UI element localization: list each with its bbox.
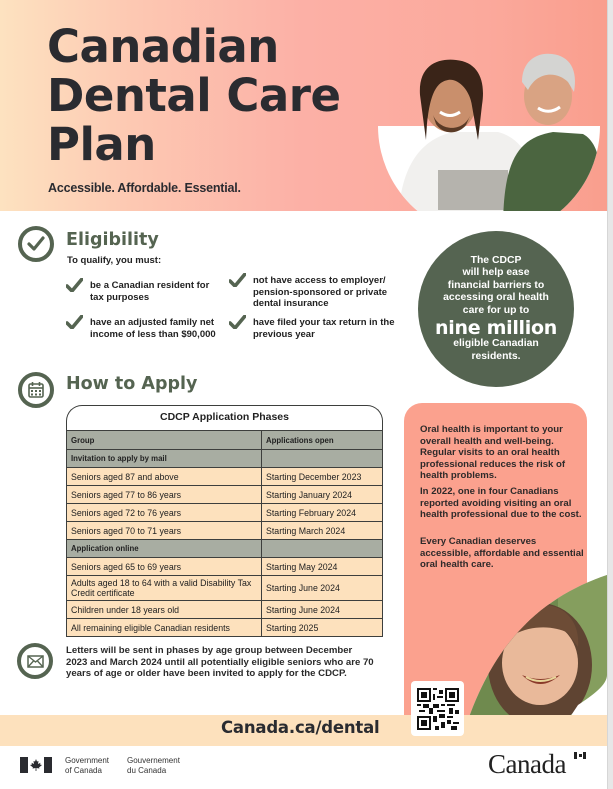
gov-en-line: Government [65,756,110,765]
criterion-item [66,317,216,340]
checkmark-circle-icon [18,226,54,262]
callout-line: will help ease [462,267,530,279]
nine-million-callout [418,231,574,387]
callout-line: residents. [471,350,521,362]
group-cell: Seniors aged 77 to 86 years [67,486,262,504]
tagline: Accessible. Affordable. Essential. [48,181,241,195]
eligibility-intro: To qualify, you must: [67,255,162,266]
table-title: CDCP Application Phases [66,405,383,430]
gov-fr-line: Gouvernement [127,756,180,765]
table-row [67,558,383,576]
callout-line: financial barriers to [447,279,545,291]
column-header-open: Applications open [262,431,383,450]
checkmark-icon [66,315,83,329]
title-line-1: Canadian [47,20,279,73]
criterion-text: have an adjusted family net income of less than $90,000 [90,317,216,340]
criterion-item [229,317,404,340]
criterion-text: not have access to employer/ pension-sponsored or private dental insurance [253,275,388,309]
gov-canada-en [65,756,109,775]
gov-en-line: of Canada [65,765,102,775]
date-cell: Starting January 2024 [262,486,383,504]
wordmark-flag-icon [574,752,586,759]
table-row [67,522,383,540]
callout-line: accessing oral health [443,292,549,304]
group-cell: Adults aged 18 to 64 with a valid Disability Tax Credit certificate [67,576,262,601]
table-row [67,504,383,522]
callout-line: The CDCP [470,254,522,266]
eligibility-heading: Eligibility [66,230,159,250]
qr-code[interactable] [411,681,464,736]
criterion-text: have filed your tax return in the previous year [253,317,395,340]
checkmark-icon [66,278,83,292]
table-header-row [67,431,383,450]
group-cell: Seniors aged 72 to 76 years [67,504,262,522]
gov-canada-fr [127,756,180,775]
date-cell: Starting February 2024 [262,504,383,522]
callout-big-number: nine million [435,317,557,340]
criterion-item [229,275,404,310]
info-paragraph: In 2022, one in four Canadians reported avoiding visiting an oral health professional due to the cost. [420,486,582,521]
canada-flag-icon [20,757,52,773]
callout-line: eligible Canadian [453,338,539,350]
criterion-item [66,280,216,303]
page-title [47,22,340,169]
child-photo [468,575,607,720]
section-label: Invitation to apply by mail [67,450,262,468]
group-cell: Seniors aged 65 to 69 years [67,558,262,576]
letters-note: Letters will be sent in phases by age group between December 2023 and March 2024 until all potentially eligible seniors who are 70 years of age or older have been invited to apply for the CDCP. [66,645,374,680]
date-cell: Starting December 2023 [262,468,383,486]
criterion-text: be a Canadian resident for tax purposes [90,280,210,303]
checkmark-icon [229,273,246,287]
canada-wordmark: Canada [488,749,566,779]
dental-url-link[interactable]: Canada.ca/dental [221,718,380,737]
column-header-group: Group [67,431,262,450]
checkmark-icon [229,315,246,329]
gov-fr-line: du Canada [127,765,167,775]
table-section-row [67,450,383,468]
hero-photo [378,20,600,211]
table-row [67,486,383,504]
group-cell: All remaining eligible Canadian residents [67,619,262,637]
table-section-row [67,540,383,558]
calendar-circle-icon [18,372,54,408]
application-phases-table [66,405,383,637]
section-empty-cell [262,540,383,558]
table-row [67,601,383,619]
date-cell: Starting June 2024 [262,576,383,601]
how-to-apply-heading: How to Apply [66,374,198,394]
info-paragraph: Every Canadian deserves accessible, affordable and essential oral health care. [420,536,584,571]
qr-code-icon [417,688,459,730]
table-row [67,619,383,637]
date-cell: Starting May 2024 [262,558,383,576]
hero-banner [0,0,607,211]
group-cell: Children under 18 years old [67,601,262,619]
group-cell: Seniors aged 70 to 71 years [67,522,262,540]
section-label: Application online [67,540,262,558]
date-cell: Starting June 2024 [262,601,383,619]
date-cell: Starting 2025 [262,619,383,637]
scrollbar-gutter[interactable] [607,0,613,789]
group-cell: Seniors aged 87 and above [67,468,262,486]
title-line-2: Dental Care [47,69,341,122]
table-row [67,468,383,486]
section-empty-cell [262,450,383,468]
table-row [67,576,383,601]
envelope-circle-icon [17,643,53,679]
callout-line: care for up to [462,304,530,316]
title-line-3: Plan [47,118,156,171]
info-paragraph: Oral health is important to your overall health and well-being. Regular visits to an oral health professional reduces the risk of health problems. [420,424,566,482]
date-cell: Starting March 2024 [262,522,383,540]
